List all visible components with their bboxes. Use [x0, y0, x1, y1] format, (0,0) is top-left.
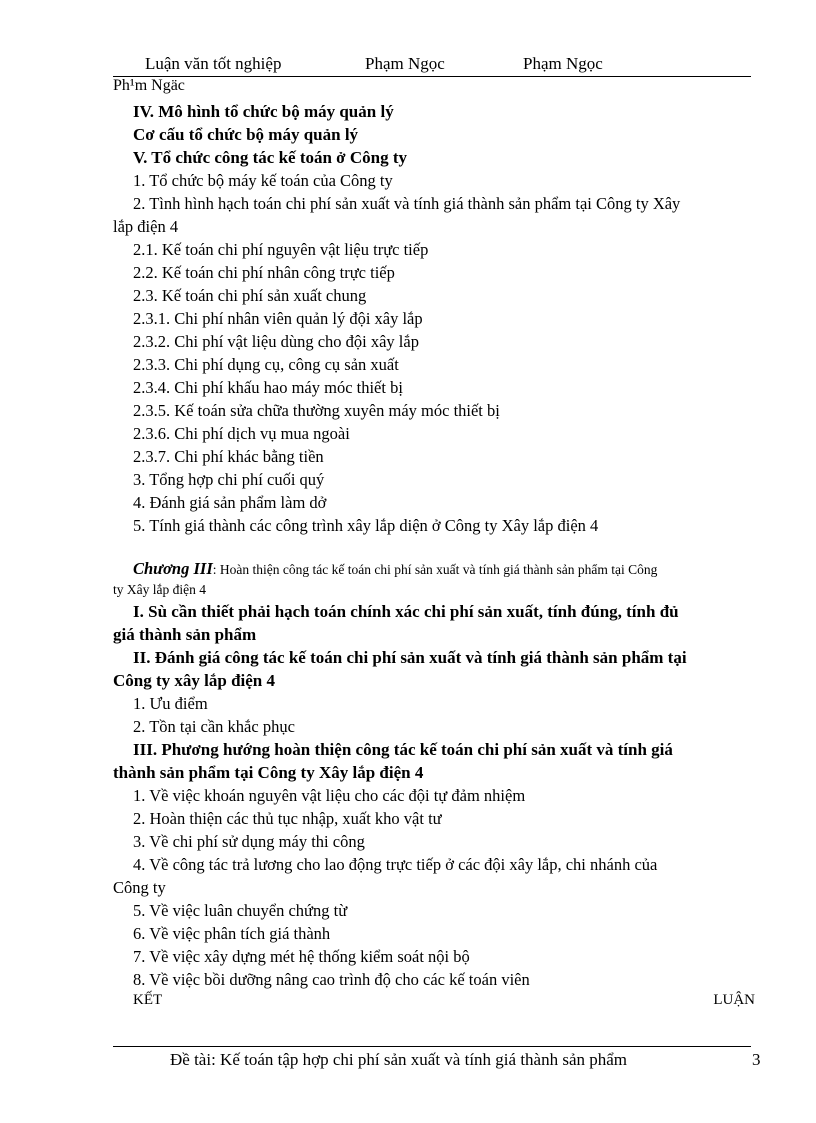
toc-item: 2. Tồn tại cần khắc phục: [133, 717, 295, 736]
conclusion-right: LUẬN: [713, 992, 755, 1008]
toc-item: 6. Về việc phân tích giá thành: [133, 924, 331, 943]
page-header: [113, 52, 751, 77]
footer-topic: Đề tài: Kế toán tập hợp chi phí sản xuất và tính giá thành sản phẩm: [170, 1050, 628, 1069]
toc-heading: V. Tổ chức công tác kế toán ở Công ty: [133, 148, 407, 167]
footer-divider: [113, 1046, 751, 1047]
toc-item: 2.1. Kế toán chi phí nguyên vật liệu trực tiếp: [133, 240, 429, 259]
toc-item: 2.3.3. Chi phí dụng cụ, công cụ sản xuất: [133, 355, 399, 374]
toc-item: 2.2. Kế toán chi phí nhân công trực tiếp: [133, 263, 395, 282]
toc-item: 2.3.1. Chi phí nhân viên quản lý đội xây lắp: [133, 309, 423, 328]
toc-item: 5. Tính giá thành các công trình xây lắp diện ở Công ty Xây lắp điện 4: [133, 516, 599, 535]
toc-item: 3. Tổng hợp chi phí cuối quý: [133, 470, 325, 489]
chapter-title: : Hoàn thiện công tác kế toán chi phí sản xuất và tính giá thành sản phẩm tại Công: [212, 562, 658, 577]
conclusion-heading: [113, 989, 755, 1012]
toc-item: 2.3.2. Chi phí vật liệu dùng cho đội xây lắp: [133, 332, 419, 351]
toc-item: 8. Về việc bồi dưỡng nâng cao trình độ cho các kế toán viên: [133, 970, 530, 989]
toc-item: 1. Về việc khoán nguyên vật liệu cho các đội tự đảm nhiệm: [133, 786, 526, 805]
toc-item: 3. Về chi phí sử dụng máy thi công: [133, 832, 365, 851]
toc-item: 2.3.5. Kế toán sửa chữa thường xuyên máy móc thiết bị: [133, 401, 500, 420]
toc-heading: III. Phương hướng hoàn thiện công tác kế toán chi phí sản xuất và tính giá: [133, 740, 673, 759]
toc-item: 2.3.4. Chi phí khấu hao máy móc thiết bị: [133, 378, 403, 397]
header-author-2: Phạm Ngọc: [523, 54, 603, 73]
chapter-label: Chương III: [133, 559, 213, 578]
header-thesis-label: Luận văn tốt nghiệp: [145, 54, 282, 73]
toc-item: 2. Hoàn thiện các thủ tục nhập, xuất kho vật tư: [133, 809, 442, 828]
toc-heading-continuation: giá thành sản phẩm: [113, 625, 257, 644]
chapter-heading: [113, 559, 755, 580]
toc-heading: II. Đánh giá công tác kế toán chi phí sản xuất và tính giá thành sản phẩm tại: [133, 648, 687, 667]
conclusion-left: KẾT: [133, 992, 163, 1008]
toc-heading: I. Sù cần thiết phải hạch toán chính xác chi phí sản xuất, tính đúng, tính đủ: [133, 602, 679, 621]
toc-item: 1. Tổ chức bộ máy kế toán của Công ty: [133, 171, 393, 190]
chapter-title-continuation: ty Xây lắp điện 4: [113, 582, 206, 597]
toc-heading-continuation: thành sản phẩm tại Công ty Xây lắp điện 4: [113, 763, 424, 782]
toc-item: 1. Ưu điểm: [133, 694, 208, 713]
toc-item: 4. Đánh giá sản phẩm làm dở: [133, 493, 327, 512]
toc-heading: IV. Mô hình tổ chức bộ máy quản lý: [133, 102, 394, 121]
toc-item: 5. Về việc luân chuyển chứng từ: [133, 901, 348, 920]
toc-item: 7. Về việc xây dựng mét hệ thống kiểm soát nội bộ: [133, 947, 470, 966]
toc-item: 2.3. Kế toán chi phí sản xuất chung: [133, 286, 367, 305]
toc-item: 2.3.7. Chi phí khác bằng tiền: [133, 447, 324, 466]
toc-heading: Cơ cấu tổ chức bộ máy quản lý: [133, 125, 359, 144]
toc-heading-continuation: Công ty xây lắp điện 4: [113, 671, 275, 690]
toc-item: 2. Tình hình hạch toán chi phí sản xuất và tính giá thành sản phẩm tại Công ty Xây: [133, 194, 681, 213]
toc-item: 2.3.6. Chi phí dịch vụ mua ngoài: [133, 424, 350, 443]
toc-item-continuation: lắp điện 4: [113, 217, 179, 236]
page-number: 3: [752, 1050, 761, 1069]
header-author-1: Phạm Ngọc: [365, 54, 445, 73]
header-author-garbled: Ph¹m Ngäc: [113, 77, 185, 94]
table-of-contents: [113, 100, 755, 1012]
toc-item-continuation: Công ty: [113, 878, 166, 897]
toc-item: 4. Về công tác trả lương cho lao động trực tiếp ở các đội xây lắp, chi nhánh của: [133, 855, 658, 874]
